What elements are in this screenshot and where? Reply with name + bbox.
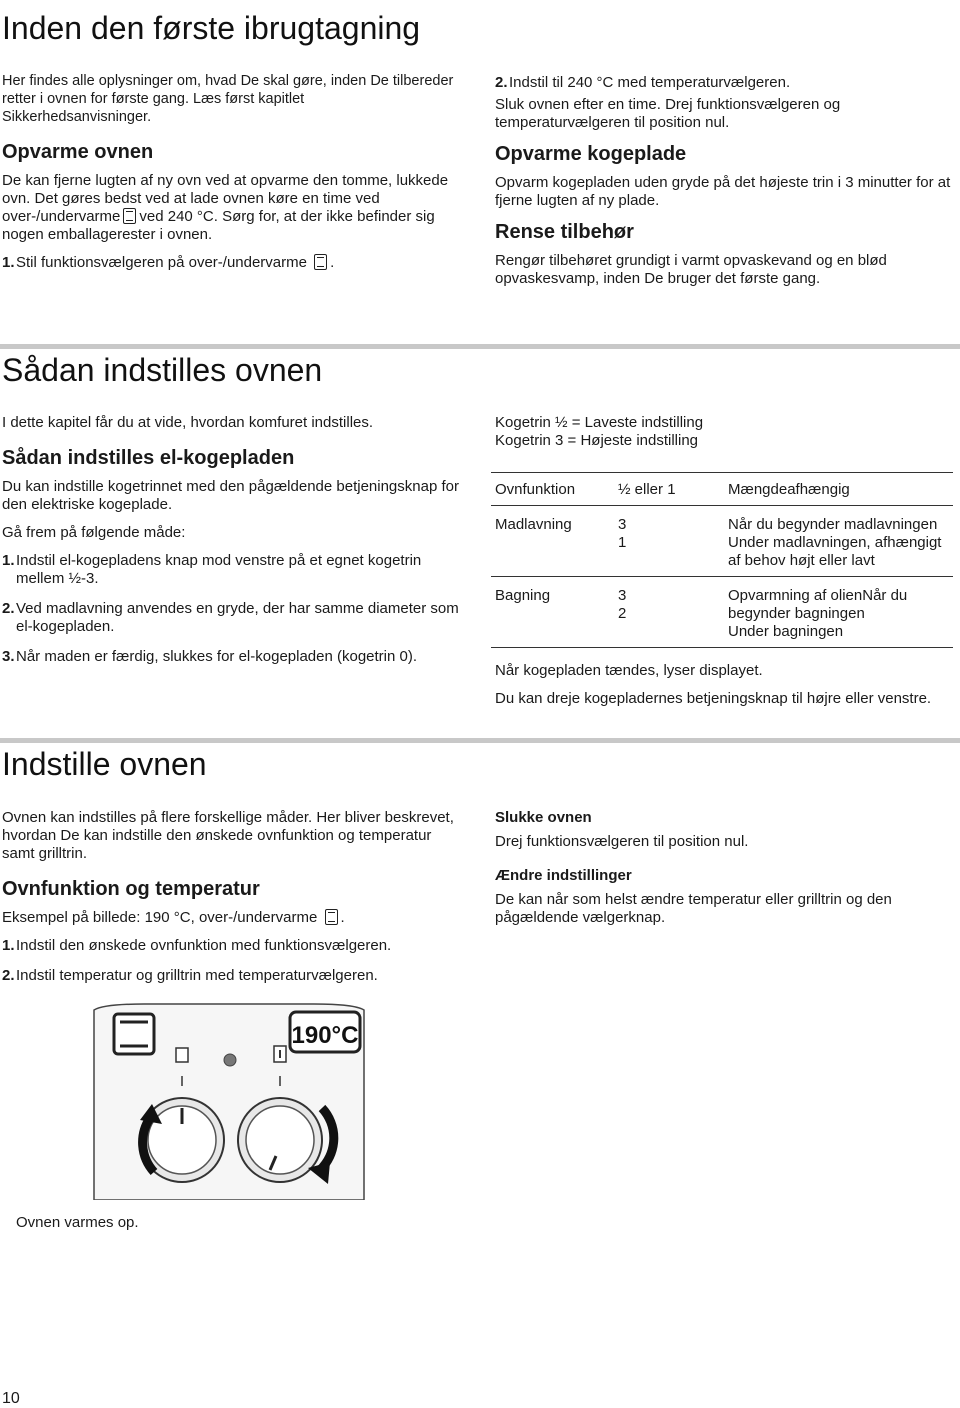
- heading-el-kogeplade: Sådan indstilles el-kogepladen: [2, 447, 295, 469]
- intro-text: Her findes alle oplysninger om, hvad De skal gøre, inden De tilbereder retter i ovnen for første gang. Læs først kapitlet Sikkerhedsanvisninger.: [2, 73, 454, 125]
- step-text: Ved madlavning anvendes en gryde, der har samme diameter som el-kogepladen.: [16, 600, 459, 635]
- step-2: [2, 600, 467, 636]
- step-3: [2, 648, 467, 666]
- knob-note: Du kan dreje kogepladernes betjeningsknap til højre eller venstre.: [495, 690, 932, 707]
- top-bottom-heat-icon: [123, 208, 136, 224]
- heading-opvarme-kogeplade: Opvarme kogeplade: [495, 143, 687, 165]
- slukke-text: Drej funktionsvælgeren til position nul.: [495, 833, 749, 850]
- heading-aendre-indstillinger: Ændre indstillinger: [495, 867, 632, 884]
- table-cell: 3 2: [618, 587, 627, 622]
- table-header: Mængdeafhængig: [724, 473, 953, 506]
- oven-function-icon: [114, 1014, 154, 1054]
- step-text: Indstil el-kogepladens knap mod venstre på et egnet kogetrin mellem ½-3.: [16, 552, 422, 587]
- step-1: [2, 254, 457, 272]
- opvarme-text-b: ved 240 °C. Sørg for, at der ikke befinder sig nogen emballagerester i ovnen.: [2, 208, 435, 243]
- kogetrin-high: Kogetrin 3 = Højeste indstilling: [495, 432, 699, 449]
- figure-caption: Ovnen varmes op.: [16, 1214, 139, 1231]
- step-1: [2, 552, 467, 588]
- top-bottom-heat-icon: [325, 909, 338, 925]
- step-text: Stil funktionsvælgeren på over-/undervarme .: [16, 254, 335, 271]
- step-text: Indstil til 240 °C med temperaturvælgeren.: [509, 74, 791, 91]
- step-number: 1.: [2, 254, 15, 271]
- step-2: [495, 74, 957, 92]
- step-text: Indstil den ønskede ovnfunktion med funktionsvælgeren.: [16, 937, 392, 954]
- step-number: 1.: [2, 937, 15, 954]
- step-1: [2, 937, 467, 955]
- section3-intro: Ovnen kan indstilles på flere forskellige måder. Her bliver beskrevet, hvordan De kan indstille den ønskede ovnfunktion og temperatur samt grilltrin.: [2, 809, 454, 862]
- control-panel-svg: [84, 1000, 374, 1200]
- opvarme-ovnen-text: [2, 172, 457, 244]
- section3-right-column: [495, 809, 957, 937]
- top-bottom-heat-icon: [314, 254, 327, 270]
- table-header: ½ eller 1: [614, 473, 724, 506]
- opvarme-text-a: De kan fjerne lugten af ny ovn ved at opvarme den tomme, lukkede ovn. Det gøres bedst ved at lade ovnen køre en time ved over-/undervarme: [2, 172, 449, 225]
- step-number: 3.: [2, 648, 15, 665]
- turn-off-text: Sluk ovnen efter en time. Drej funktionsvælgeren og temperaturvælgeren til position nul.: [495, 96, 841, 131]
- table-header-row: [491, 473, 953, 506]
- step-text: Indstil temperatur og grilltrin med temperaturvælgeren.: [16, 967, 378, 984]
- el-kogeplade-text: Du kan indstille kogetrinnet med den pågældende betjeningsknap for den elektriske kogeplade.: [2, 478, 459, 513]
- step-number: 2.: [2, 967, 15, 984]
- table-header: Ovnfunktion: [491, 473, 614, 506]
- example-text: Eksempel på billede: 190 °C, over-/undervarme .: [2, 909, 345, 926]
- page-number: 10: [2, 1390, 20, 1407]
- table-cell: Madlavning: [495, 516, 572, 533]
- cooking-level-table: [491, 472, 953, 648]
- temperature-readout: 190°C: [291, 1022, 359, 1049]
- table-cell: 3 1: [618, 516, 627, 551]
- indicator-light: [224, 1054, 236, 1066]
- step-number: 2.: [495, 74, 508, 91]
- table-row: [491, 506, 953, 577]
- proceed-text: Gå frem på følgende måde:: [2, 524, 186, 541]
- kogeplade-text: Opvarm kogepladen uden gryde på det højeste trin i 3 minutter for at fjerne lugten af ny plade.: [495, 174, 951, 209]
- heading-ovnfunktion: Ovnfunktion og temperatur: [2, 878, 260, 900]
- heading-opvarme-ovnen: Opvarme ovnen: [2, 141, 154, 163]
- section-title-first-use: Inden den første ibrugtagning: [2, 10, 421, 46]
- section2-left-column: [2, 414, 467, 678]
- control-panel-illustration: [84, 1000, 374, 1200]
- table-cell: Når du begynder madlavningen Under madlavningen, afhængigt af behov højt eller lavt: [728, 516, 942, 569]
- section2-intro: I dette kapitel får du at vide, hvordan komfuret indstilles.: [2, 414, 374, 431]
- section-title-indstille-ovnen: Indstille ovnen: [2, 746, 207, 782]
- table-row: [491, 577, 953, 648]
- aendre-text: De kan når som helst ændre temperatur eller grilltrin og den pågældende vælgerknap.: [495, 891, 892, 926]
- heading-rense-tilbehor: Rense tilbehør: [495, 221, 634, 243]
- section2-right-column: [495, 414, 957, 718]
- section-title-settings: Sådan indstilles ovnen: [2, 352, 323, 388]
- section-divider: [0, 738, 960, 743]
- step-number: 1.: [2, 552, 15, 569]
- step-text: Når maden er færdig, slukkes for el-kogepladen (kogetrin 0).: [16, 648, 418, 665]
- heading-slukke-ovnen: Slukke ovnen: [495, 809, 592, 826]
- tilbehor-text: Rengør tilbehøret grundigt i varmt opvaskevand og en blød opvaskesvamp, inden De bruger det første gang.: [495, 252, 887, 287]
- section3-left-column: [2, 809, 467, 997]
- section1-right-column: [495, 74, 957, 298]
- function-selector-icon: [176, 1048, 188, 1062]
- section1-left-column: [2, 72, 457, 284]
- step-number: 2.: [2, 600, 15, 617]
- section-divider: [0, 344, 960, 349]
- table-cell: Bagning: [495, 587, 551, 604]
- temperature-selector-knob: [238, 1098, 322, 1182]
- step-2: [2, 967, 467, 985]
- kogetrin-low: Kogetrin ½ = Laveste indstilling: [495, 414, 704, 431]
- table-cell: Opvarmning af olienNår du begynder bagningen Under bagningen: [728, 587, 908, 640]
- display-note: Når kogepladen tændes, lyser displayet.: [495, 662, 763, 679]
